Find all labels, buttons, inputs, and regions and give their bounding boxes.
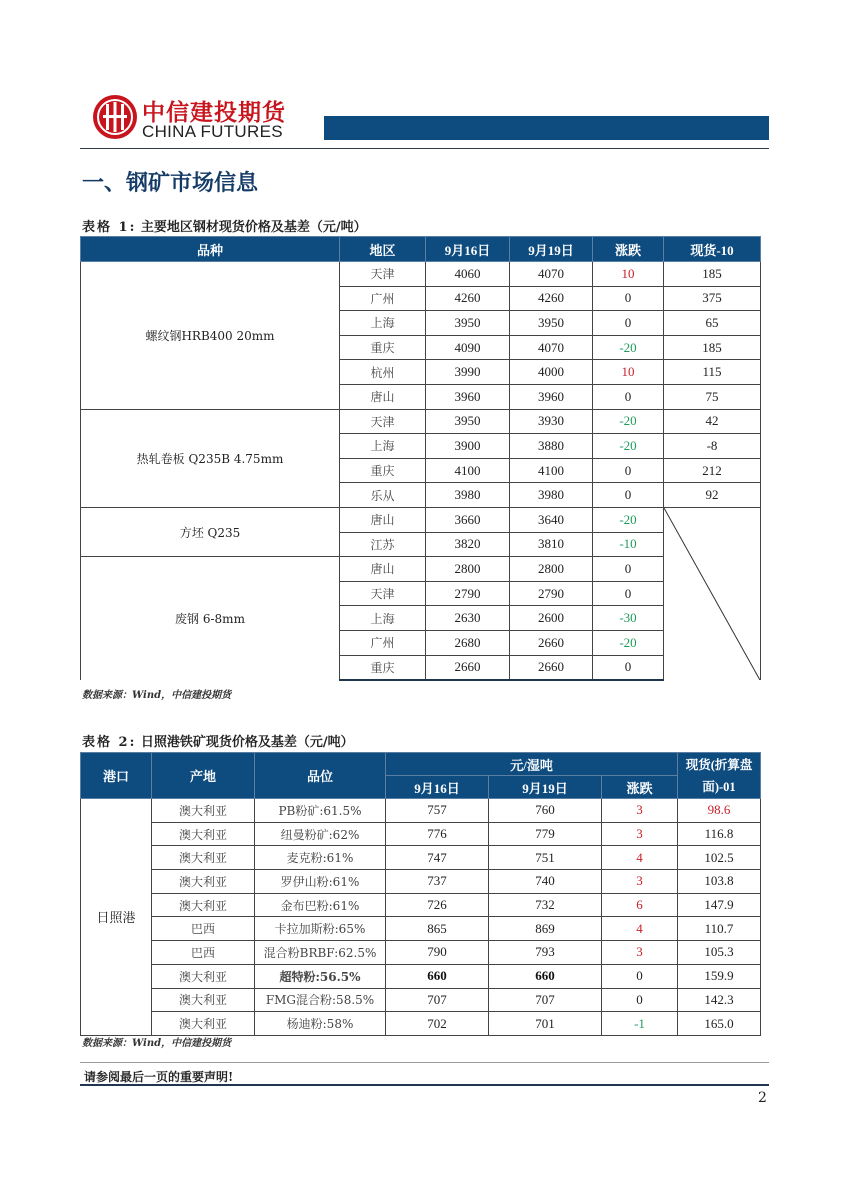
price-d1-cell: 3900 bbox=[426, 434, 510, 459]
col-header-product: 品种 bbox=[81, 237, 340, 262]
price-d1-cell: 3990 bbox=[426, 360, 510, 385]
price-d2-cell: 4000 bbox=[510, 360, 593, 385]
region-cell: 天津 bbox=[340, 262, 426, 287]
citic-logo-icon bbox=[92, 94, 138, 140]
change-cell: 0 bbox=[602, 988, 678, 1012]
change-cell: 10 bbox=[593, 262, 664, 287]
change-cell: 4 bbox=[602, 917, 678, 941]
price-d1-cell: 3950 bbox=[426, 311, 510, 336]
price-d2-cell: 869 bbox=[489, 917, 602, 941]
change-cell: 0 bbox=[593, 458, 664, 483]
change-cell: -20 bbox=[593, 507, 664, 532]
change-cell: 0 bbox=[593, 655, 664, 680]
grade-cell: PB粉矿:61.5% bbox=[255, 799, 386, 823]
price-d2-cell: 740 bbox=[489, 870, 602, 894]
price-d1-cell: 4090 bbox=[426, 335, 510, 360]
price-d1-cell: 3960 bbox=[426, 384, 510, 409]
change-cell: 0 bbox=[593, 286, 664, 311]
table-header-row bbox=[81, 753, 761, 776]
grade-cell: 纽曼粉矿:62% bbox=[255, 822, 386, 846]
col-header-region: 地区 bbox=[340, 237, 426, 262]
grade-cell: 金布巴粉:61% bbox=[255, 893, 386, 917]
col-header-date2: 9月19日 bbox=[510, 237, 593, 262]
col-header-grade: 品位 bbox=[255, 753, 386, 799]
grade-cell: FMG混合粉:58.5% bbox=[255, 988, 386, 1012]
basis-cell: 165.0 bbox=[678, 1012, 761, 1036]
price-d2-cell: 3960 bbox=[510, 384, 593, 409]
region-cell: 重庆 bbox=[340, 458, 426, 483]
table-row bbox=[81, 988, 761, 1012]
price-d2-cell: 4100 bbox=[510, 458, 593, 483]
region-cell: 乐从 bbox=[340, 483, 426, 508]
disclaimer-note: 请参阅最后一页的重要声明! bbox=[84, 1070, 234, 1084]
col-header-port: 港口 bbox=[81, 753, 152, 799]
change-cell: -20 bbox=[593, 630, 664, 655]
region-cell: 广州 bbox=[340, 286, 426, 311]
col-header-date2: 9月19日 bbox=[489, 776, 602, 799]
basis-cell: 212 bbox=[664, 458, 761, 483]
price-d1-cell: 3820 bbox=[426, 532, 510, 557]
price-d1-cell: 2680 bbox=[426, 630, 510, 655]
change-cell: 4 bbox=[602, 846, 678, 870]
table-row bbox=[81, 507, 761, 532]
product-cell: 废钢 6-8mm bbox=[81, 557, 340, 680]
price-d2-cell: 2660 bbox=[510, 655, 593, 680]
table-row bbox=[81, 557, 761, 582]
price-d1-cell: 726 bbox=[386, 893, 489, 917]
table-header-row bbox=[81, 237, 761, 262]
table-row bbox=[81, 846, 761, 870]
region-cell: 重庆 bbox=[340, 335, 426, 360]
region-cell: 重庆 bbox=[340, 655, 426, 680]
change-cell: -20 bbox=[593, 409, 664, 434]
price-d1-cell: 3660 bbox=[426, 507, 510, 532]
basis-cell: 159.9 bbox=[678, 964, 761, 988]
table2-caption-text: 日照港铁矿现货价格及基差（元/吨） bbox=[140, 735, 354, 750]
origin-cell: 澳大利亚 bbox=[152, 964, 255, 988]
basis-cell: 116.8 bbox=[678, 822, 761, 846]
basis-cell: 42 bbox=[664, 409, 761, 434]
table-row bbox=[81, 964, 761, 988]
product-cell: 螺纹钢HRB400 20mm bbox=[81, 262, 340, 410]
table-row bbox=[81, 822, 761, 846]
origin-cell: 澳大利亚 bbox=[152, 846, 255, 870]
basis-cell: 375 bbox=[664, 286, 761, 311]
change-cell: 3 bbox=[602, 870, 678, 894]
price-d1-cell: 776 bbox=[386, 822, 489, 846]
header-bar bbox=[324, 116, 769, 140]
basis-cell: 92 bbox=[664, 483, 761, 508]
basis-cell: 105.3 bbox=[678, 941, 761, 965]
price-d1-cell: 865 bbox=[386, 917, 489, 941]
region-cell: 上海 bbox=[340, 606, 426, 631]
brand-name-cn: 中信建投期货 bbox=[142, 100, 286, 126]
origin-cell: 澳大利亚 bbox=[152, 893, 255, 917]
change-cell: 3 bbox=[602, 941, 678, 965]
basis-cell: 75 bbox=[664, 384, 761, 409]
price-d1-cell: 3980 bbox=[426, 483, 510, 508]
price-d2-cell: 779 bbox=[489, 822, 602, 846]
price-d2-cell: 793 bbox=[489, 941, 602, 965]
price-d2-cell: 3640 bbox=[510, 507, 593, 532]
basis-not-applicable-cell bbox=[664, 507, 761, 680]
grade-cell: 杨迪粉:58% bbox=[255, 1012, 386, 1036]
price-d1-cell: 4060 bbox=[426, 262, 510, 287]
table-row bbox=[81, 1012, 761, 1036]
origin-cell: 澳大利亚 bbox=[152, 1012, 255, 1036]
col-header-basis: 现货-10 bbox=[664, 237, 761, 262]
price-d1-cell: 660 bbox=[386, 964, 489, 988]
basis-cell: 65 bbox=[664, 311, 761, 336]
footer-divider-bottom bbox=[80, 1084, 769, 1086]
region-cell: 上海 bbox=[340, 434, 426, 459]
iron-ore-spot-price-table bbox=[80, 752, 761, 1036]
price-d2-cell: 3880 bbox=[510, 434, 593, 459]
port-cell: 日照港 bbox=[81, 799, 152, 1036]
origin-cell: 澳大利亚 bbox=[152, 822, 255, 846]
basis-cell: 103.8 bbox=[678, 870, 761, 894]
col-header-change: 涨跌 bbox=[593, 237, 664, 262]
grade-cell: 麦克粉:61% bbox=[255, 846, 386, 870]
price-d2-cell: 4260 bbox=[510, 286, 593, 311]
section-title: 一、钢矿市场信息 bbox=[82, 171, 259, 196]
price-d1-cell: 702 bbox=[386, 1012, 489, 1036]
basis-cell: 185 bbox=[664, 335, 761, 360]
origin-cell: 澳大利亚 bbox=[152, 870, 255, 894]
change-cell: 0 bbox=[602, 964, 678, 988]
change-cell: -30 bbox=[593, 606, 664, 631]
region-cell: 江苏 bbox=[340, 532, 426, 557]
table-row bbox=[81, 917, 761, 941]
region-cell: 唐山 bbox=[340, 557, 426, 582]
table1-caption-text: 主要地区钢材现货价格及基差（元/吨） bbox=[140, 220, 367, 235]
price-d2-cell: 3950 bbox=[510, 311, 593, 336]
change-cell: 0 bbox=[593, 311, 664, 336]
brand-name-en: CHINA FUTURES bbox=[142, 122, 283, 141]
price-d1-cell: 757 bbox=[386, 799, 489, 823]
basis-cell: 115 bbox=[664, 360, 761, 385]
steel-spot-price-table bbox=[80, 236, 761, 681]
price-d1-cell: 707 bbox=[386, 988, 489, 1012]
col-header-unit-group: 元/湿吨 bbox=[386, 753, 678, 776]
basis-cell: 142.3 bbox=[678, 988, 761, 1012]
price-d2-cell: 707 bbox=[489, 988, 602, 1012]
origin-cell: 巴西 bbox=[152, 941, 255, 965]
change-cell: -1 bbox=[602, 1012, 678, 1036]
price-d2-cell: 2800 bbox=[510, 557, 593, 582]
grade-cell: 超特粉:56.5% bbox=[255, 964, 386, 988]
table-row bbox=[81, 870, 761, 894]
price-d1-cell: 2630 bbox=[426, 606, 510, 631]
table2-caption bbox=[82, 731, 354, 750]
grade-cell: 混合粉BRBF:62.5% bbox=[255, 941, 386, 965]
change-cell: -20 bbox=[593, 434, 664, 459]
origin-cell: 澳大利亚 bbox=[152, 988, 255, 1012]
basis-cell: -8 bbox=[664, 434, 761, 459]
price-d2-cell: 4070 bbox=[510, 262, 593, 287]
col-header-date1: 9月16日 bbox=[386, 776, 489, 799]
basis-cell: 110.7 bbox=[678, 917, 761, 941]
price-d1-cell: 790 bbox=[386, 941, 489, 965]
price-d2-cell: 2660 bbox=[510, 630, 593, 655]
price-d2-cell: 3980 bbox=[510, 483, 593, 508]
price-d1-cell: 3950 bbox=[426, 409, 510, 434]
change-cell: 10 bbox=[593, 360, 664, 385]
footer-divider-top bbox=[80, 1062, 769, 1063]
price-d1-cell: 737 bbox=[386, 870, 489, 894]
table-row bbox=[81, 893, 761, 917]
table1-source: 数据来源：Wind，中信建投期货 bbox=[82, 690, 232, 701]
table1-caption bbox=[82, 216, 367, 235]
price-d1-cell: 4100 bbox=[426, 458, 510, 483]
price-d2-cell: 3930 bbox=[510, 409, 593, 434]
price-d1-cell: 2790 bbox=[426, 581, 510, 606]
change-cell: 3 bbox=[602, 799, 678, 823]
price-d1-cell: 2800 bbox=[426, 557, 510, 582]
change-cell: -10 bbox=[593, 532, 664, 557]
region-cell: 杭州 bbox=[340, 360, 426, 385]
price-d1-cell: 747 bbox=[386, 846, 489, 870]
basis-cell: 147.9 bbox=[678, 893, 761, 917]
change-cell: 0 bbox=[593, 384, 664, 409]
col-header-basis: 现货(折算盘面)-01 bbox=[678, 753, 761, 799]
table-row bbox=[81, 941, 761, 965]
table-row bbox=[81, 799, 761, 823]
product-cell: 热轧卷板 Q235B 4.75mm bbox=[81, 409, 340, 507]
price-d2-cell: 2600 bbox=[510, 606, 593, 631]
origin-cell: 澳大利亚 bbox=[152, 799, 255, 823]
col-header-origin: 产地 bbox=[152, 753, 255, 799]
table2-source: 数据来源：Wind，中信建投期货 bbox=[82, 1038, 232, 1049]
region-cell: 天津 bbox=[340, 409, 426, 434]
basis-cell: 102.5 bbox=[678, 846, 761, 870]
change-cell: 6 bbox=[602, 893, 678, 917]
change-cell: 0 bbox=[593, 581, 664, 606]
price-d2-cell: 2790 bbox=[510, 581, 593, 606]
table-row bbox=[81, 262, 761, 287]
diagonal-line-icon bbox=[664, 508, 760, 680]
region-cell: 上海 bbox=[340, 311, 426, 336]
product-cell: 方坯 Q235 bbox=[81, 507, 340, 556]
region-cell: 唐山 bbox=[340, 507, 426, 532]
grade-cell: 卡拉加斯粉:65% bbox=[255, 917, 386, 941]
change-cell: 0 bbox=[593, 557, 664, 582]
price-d2-cell: 660 bbox=[489, 964, 602, 988]
table2-caption-label: 表格 2: bbox=[82, 735, 137, 750]
price-d2-cell: 732 bbox=[489, 893, 602, 917]
price-d2-cell: 751 bbox=[489, 846, 602, 870]
change-cell: 0 bbox=[593, 483, 664, 508]
change-cell: -20 bbox=[593, 335, 664, 360]
price-d1-cell: 4260 bbox=[426, 286, 510, 311]
basis-cell: 98.6 bbox=[678, 799, 761, 823]
col-header-change: 涨跌 bbox=[602, 776, 678, 799]
region-cell: 唐山 bbox=[340, 384, 426, 409]
price-d2-cell: 760 bbox=[489, 799, 602, 823]
origin-cell: 巴西 bbox=[152, 917, 255, 941]
region-cell: 天津 bbox=[340, 581, 426, 606]
price-d2-cell: 701 bbox=[489, 1012, 602, 1036]
page-number: 2 bbox=[758, 1090, 767, 1106]
basis-cell: 185 bbox=[664, 262, 761, 287]
price-d1-cell: 2660 bbox=[426, 655, 510, 680]
change-cell: 3 bbox=[602, 822, 678, 846]
grade-cell: 罗伊山粉:61% bbox=[255, 870, 386, 894]
table-row bbox=[81, 409, 761, 434]
table1-caption-label: 表格 1: bbox=[82, 220, 137, 235]
header-divider bbox=[80, 148, 769, 149]
price-d2-cell: 3810 bbox=[510, 532, 593, 557]
region-cell: 广州 bbox=[340, 630, 426, 655]
price-d2-cell: 4070 bbox=[510, 335, 593, 360]
col-header-date1: 9月16日 bbox=[426, 237, 510, 262]
